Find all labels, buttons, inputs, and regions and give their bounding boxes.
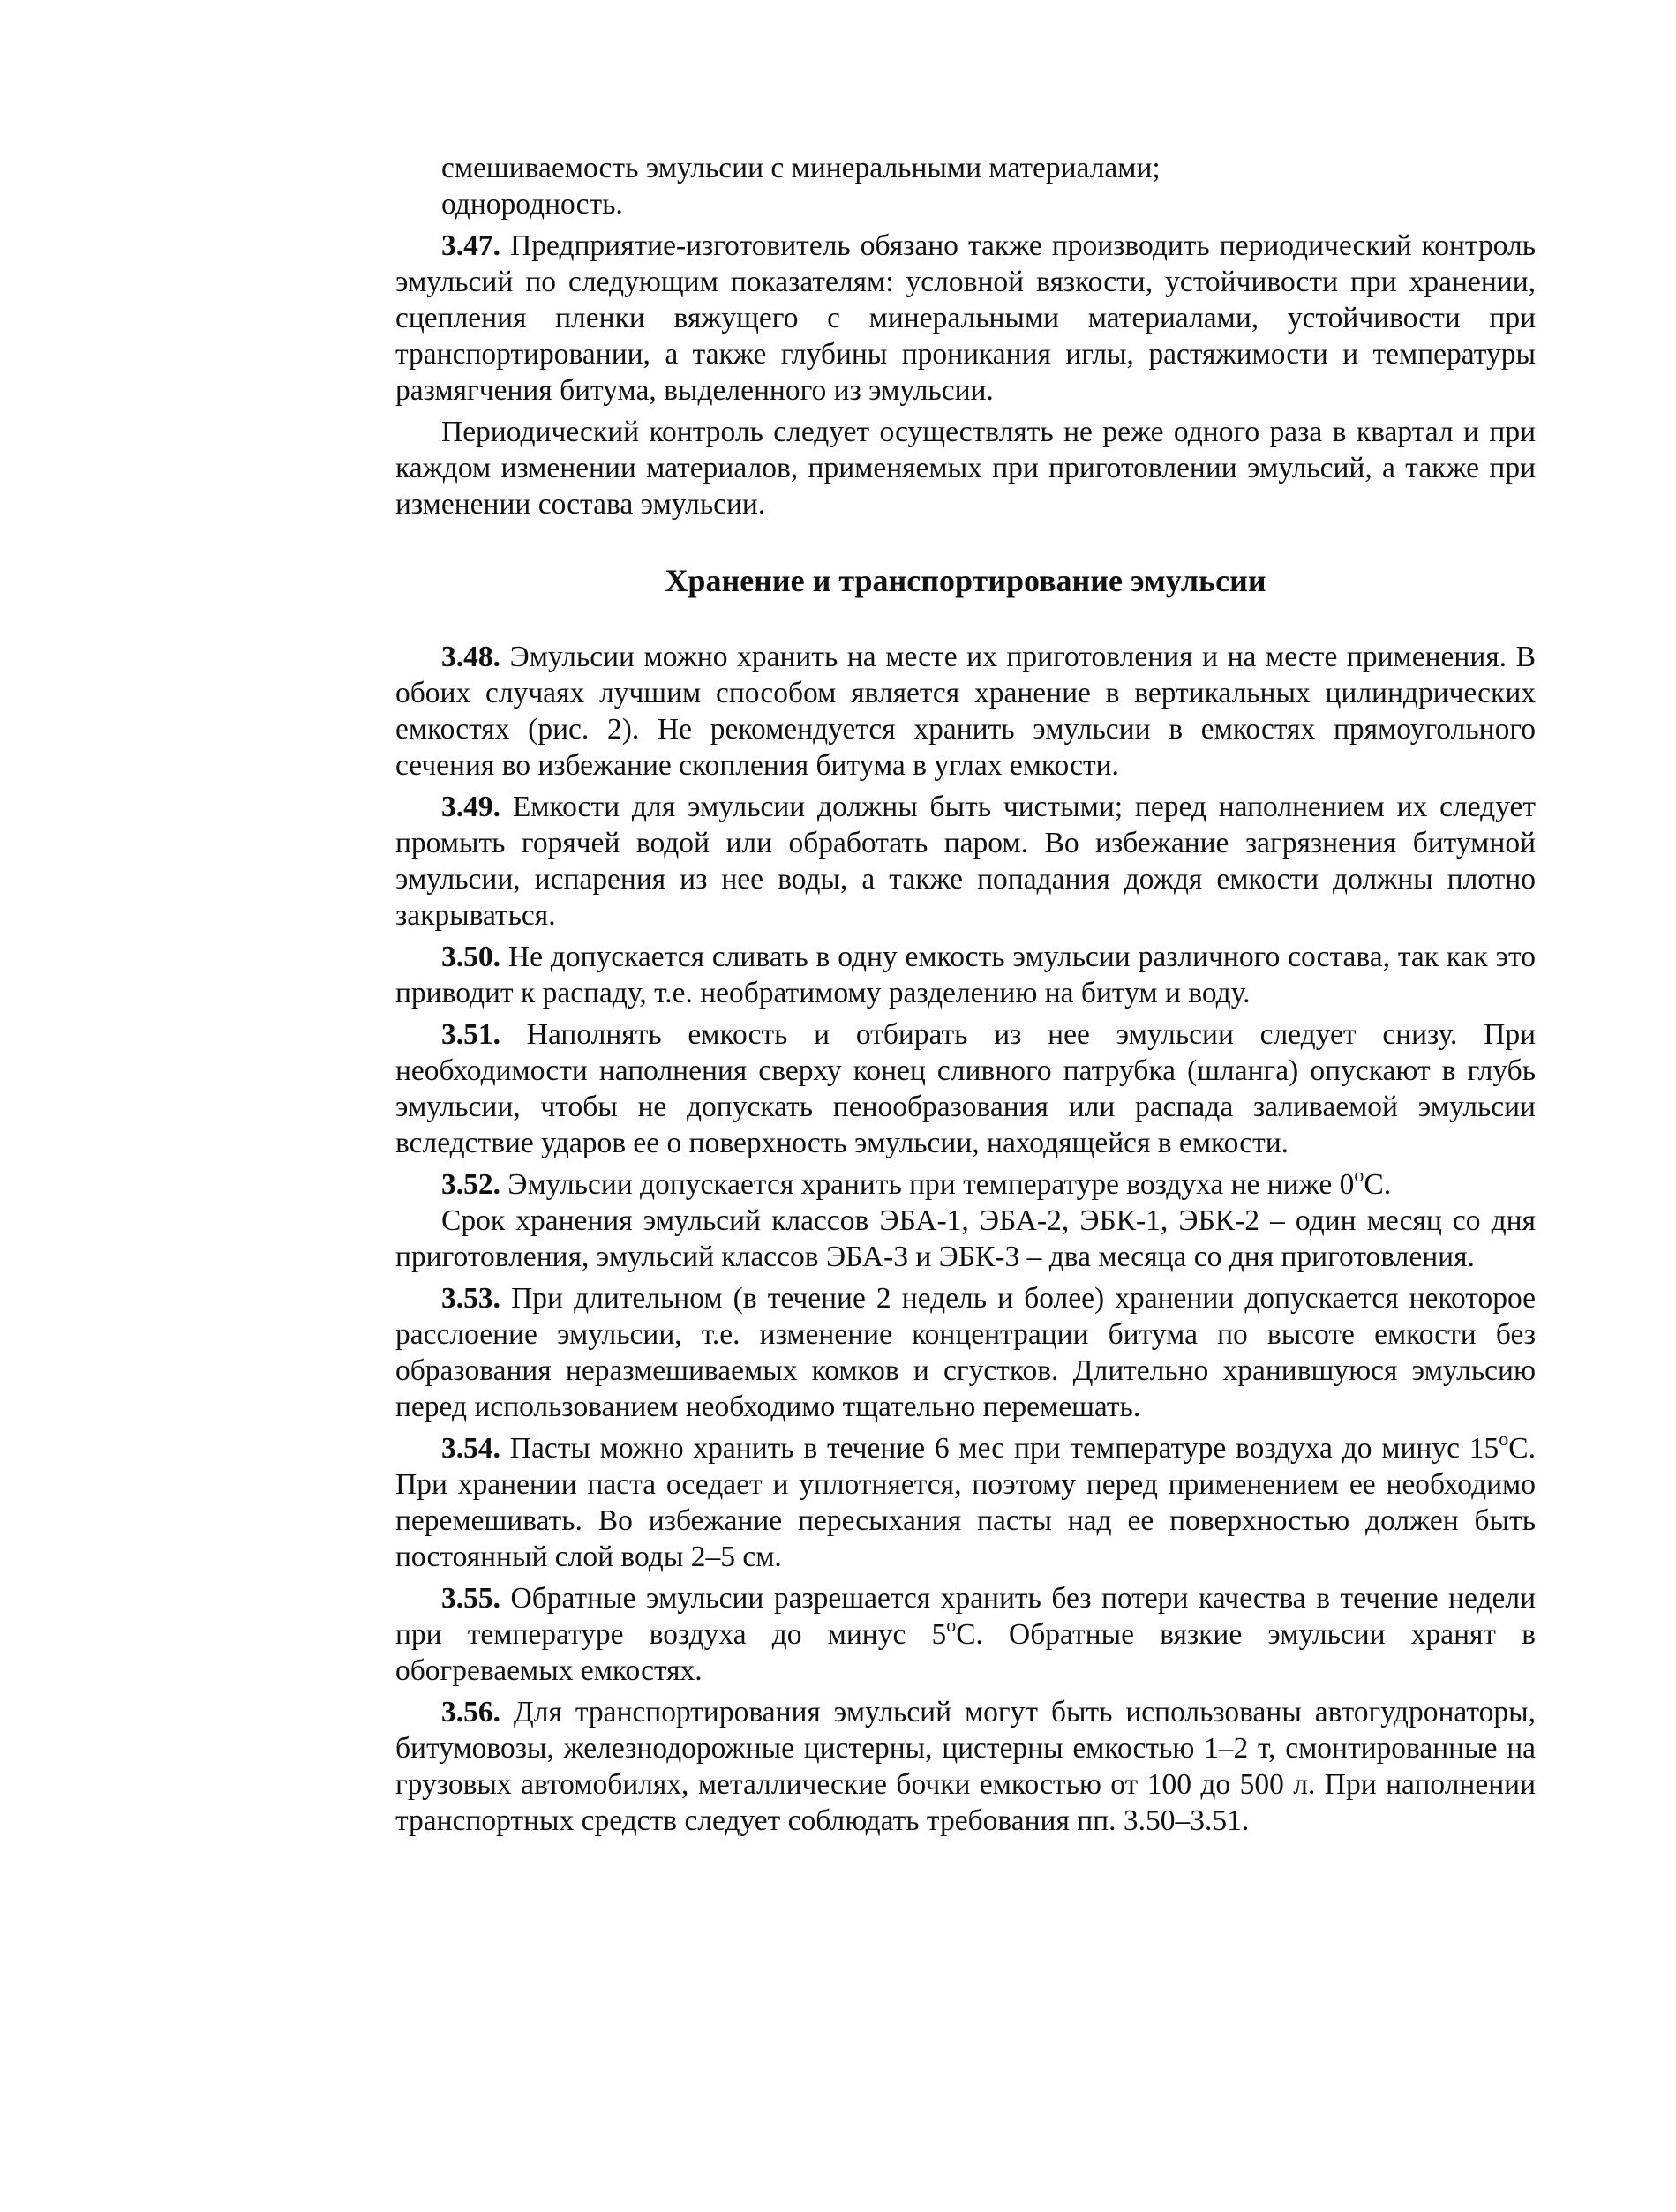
paragraph-number: 3.47. [441,229,500,262]
paragraph-text: Не допускается сливать в одну емкость эмульсии различного состава, так как это приводит к распаду, т.е. необратимому разделению на битум и воду. [395,941,1537,1009]
paragraph-3-55 [395,1580,1536,1689]
paragraph-number: 3.55. [441,1582,500,1615]
degree-mark: о [1499,1428,1509,1450]
paragraph-number: 3.49. [441,791,500,823]
section-title: Хранение и транспортирование эмульсии [665,563,1266,598]
paragraph-text-end: С. [1364,1168,1392,1201]
paragraph-text: Предприятие-изготовитель обязано также производить периодический контроль эмульсий по следующим показателям: условной вязкости, устойчивости при хранении, сцепления пленки вяжущего с минеральными материалами, устойчивости при транспортировании, а также глубины проникания иглы, растяжимости и температуры размягчения битума, выделенного из эмульсии. [395,229,1537,407]
paragraph-3-47 [395,228,1536,409]
paragraph-text-end: С. При хранении паста оседает и уплотняется, поэтому перед применением ее необходимо перемешивать. Во избежание пересыхания пасты над ее поверхностью должен быть постоянный слой воды 2–5 см. [395,1432,1536,1573]
paragraph-number: 3.50. [441,941,500,973]
intro-line-2: однородность. [441,188,623,221]
paragraph-text: Для транспортирования эмульсий могут быть использованы автогудронаторы, битумовозы, железнодорожные цистерны, цистерны емкостью 1–2 т, смонтированные на грузовых автомобилях, металлические бочки емкостью от 100 до 500 л. При наполнении транспортных средств следует соблюдать требования пп. 3.50–3.51. [395,1696,1536,1837]
paragraph-3-51 [395,1016,1536,1161]
paragraph-3-54 [395,1430,1536,1575]
paragraph-3-52 [395,1166,1536,1203]
paragraph-periodic-control [395,414,1536,522]
paragraph-3-56 [395,1694,1536,1839]
paragraph-3-49 [395,789,1536,934]
paragraph-3-48 [395,639,1536,784]
paragraph-text: Пасты можно хранить в течение 6 мес при температуре воздуха до минус 15 [509,1432,1499,1465]
document-page [395,150,1536,1844]
paragraph-number: 3.54. [441,1432,500,1465]
paragraph-number: 3.48. [441,641,500,673]
paragraph-3-53 [395,1280,1536,1425]
paragraph-text: Эмульсии допускается хранить при температуре воздуха не ниже 0 [507,1168,1355,1201]
paragraph-3-50 [395,939,1536,1011]
paragraph-text: Срок хранения эмульсий классов ЭБА-1, ЭБА-2, ЭБК-1, ЭБК-2 – один месяц со дня приготовления, эмульсий классов ЭБА-3 и ЭБК-3 – два месяца со дня приготовления. [395,1204,1536,1273]
degree-mark: о [946,1614,957,1636]
degree-mark: о [1354,1164,1364,1186]
paragraph-number: 3.52. [441,1168,500,1201]
paragraph-text: Эмульсии можно хранить на месте их приготовления и на месте применения. В обоих случаях лучшим способом является хранение в вертикальных цилиндрических емкостях (рис. 2). Не рекомендуется хранить эмульсии в емкостях прямоугольного сечения во избежание скопления битума в углах емкости. [395,641,1536,782]
paragraph-text-end: С. Обратные вязкие эмульсии хранят в обогреваемых емкостях. [395,1618,1536,1687]
paragraph-number: 3.56. [441,1696,500,1728]
paragraph-number: 3.53. [441,1282,500,1315]
paragraph-text: Емкости для эмульсии должны быть чистыми; перед наполнением их следует промыть горячей водой или обработать паром. Во избежание загрязнения битумной эмульсии, испарения из нее воды, а также попадания дождя емкости должны плотно закрываться. [395,791,1537,932]
intro-line-1: смешиваемость эмульсии с минеральными материалами; [441,152,1161,184]
paragraph-3-52-storage-term [395,1203,1536,1275]
paragraph-text: При длительном (в течение 2 недель и более) хранении допускается некоторое расслоение эмульсии, т.е. изменение концентрации битума по высоте емкости без образования неразмешиваемых комков и сгустков. Длительно хранившуюся эмульсию перед использованием необходимо тщательно перемешать. [395,1282,1536,1423]
paragraph-text: Наполнять емкость и отбирать из нее эмульсии следует снизу. При необходимости наполнения сверху конец сливного патрубка (шланга) опускают в глубь эмульсии, чтобы не допускать пенообразования или распада заливаемой эмульсии вследствие ударов ее о поверхность эмульсии, находящейся в емкости. [395,1018,1536,1159]
paragraph-text: Обратные эмульсии разрешается хранить без потери качества в течение недели при температуре воздуха до минус 5 [395,1582,1537,1651]
paragraph-number: 3.51. [441,1018,500,1051]
paragraph-text: Периодический контроль следует осуществлять не реже одного раза в квартал и при каждом изменении материалов, применяемых при приготовлении эмульсий, а также при изменении состава эмульсии. [395,416,1536,521]
